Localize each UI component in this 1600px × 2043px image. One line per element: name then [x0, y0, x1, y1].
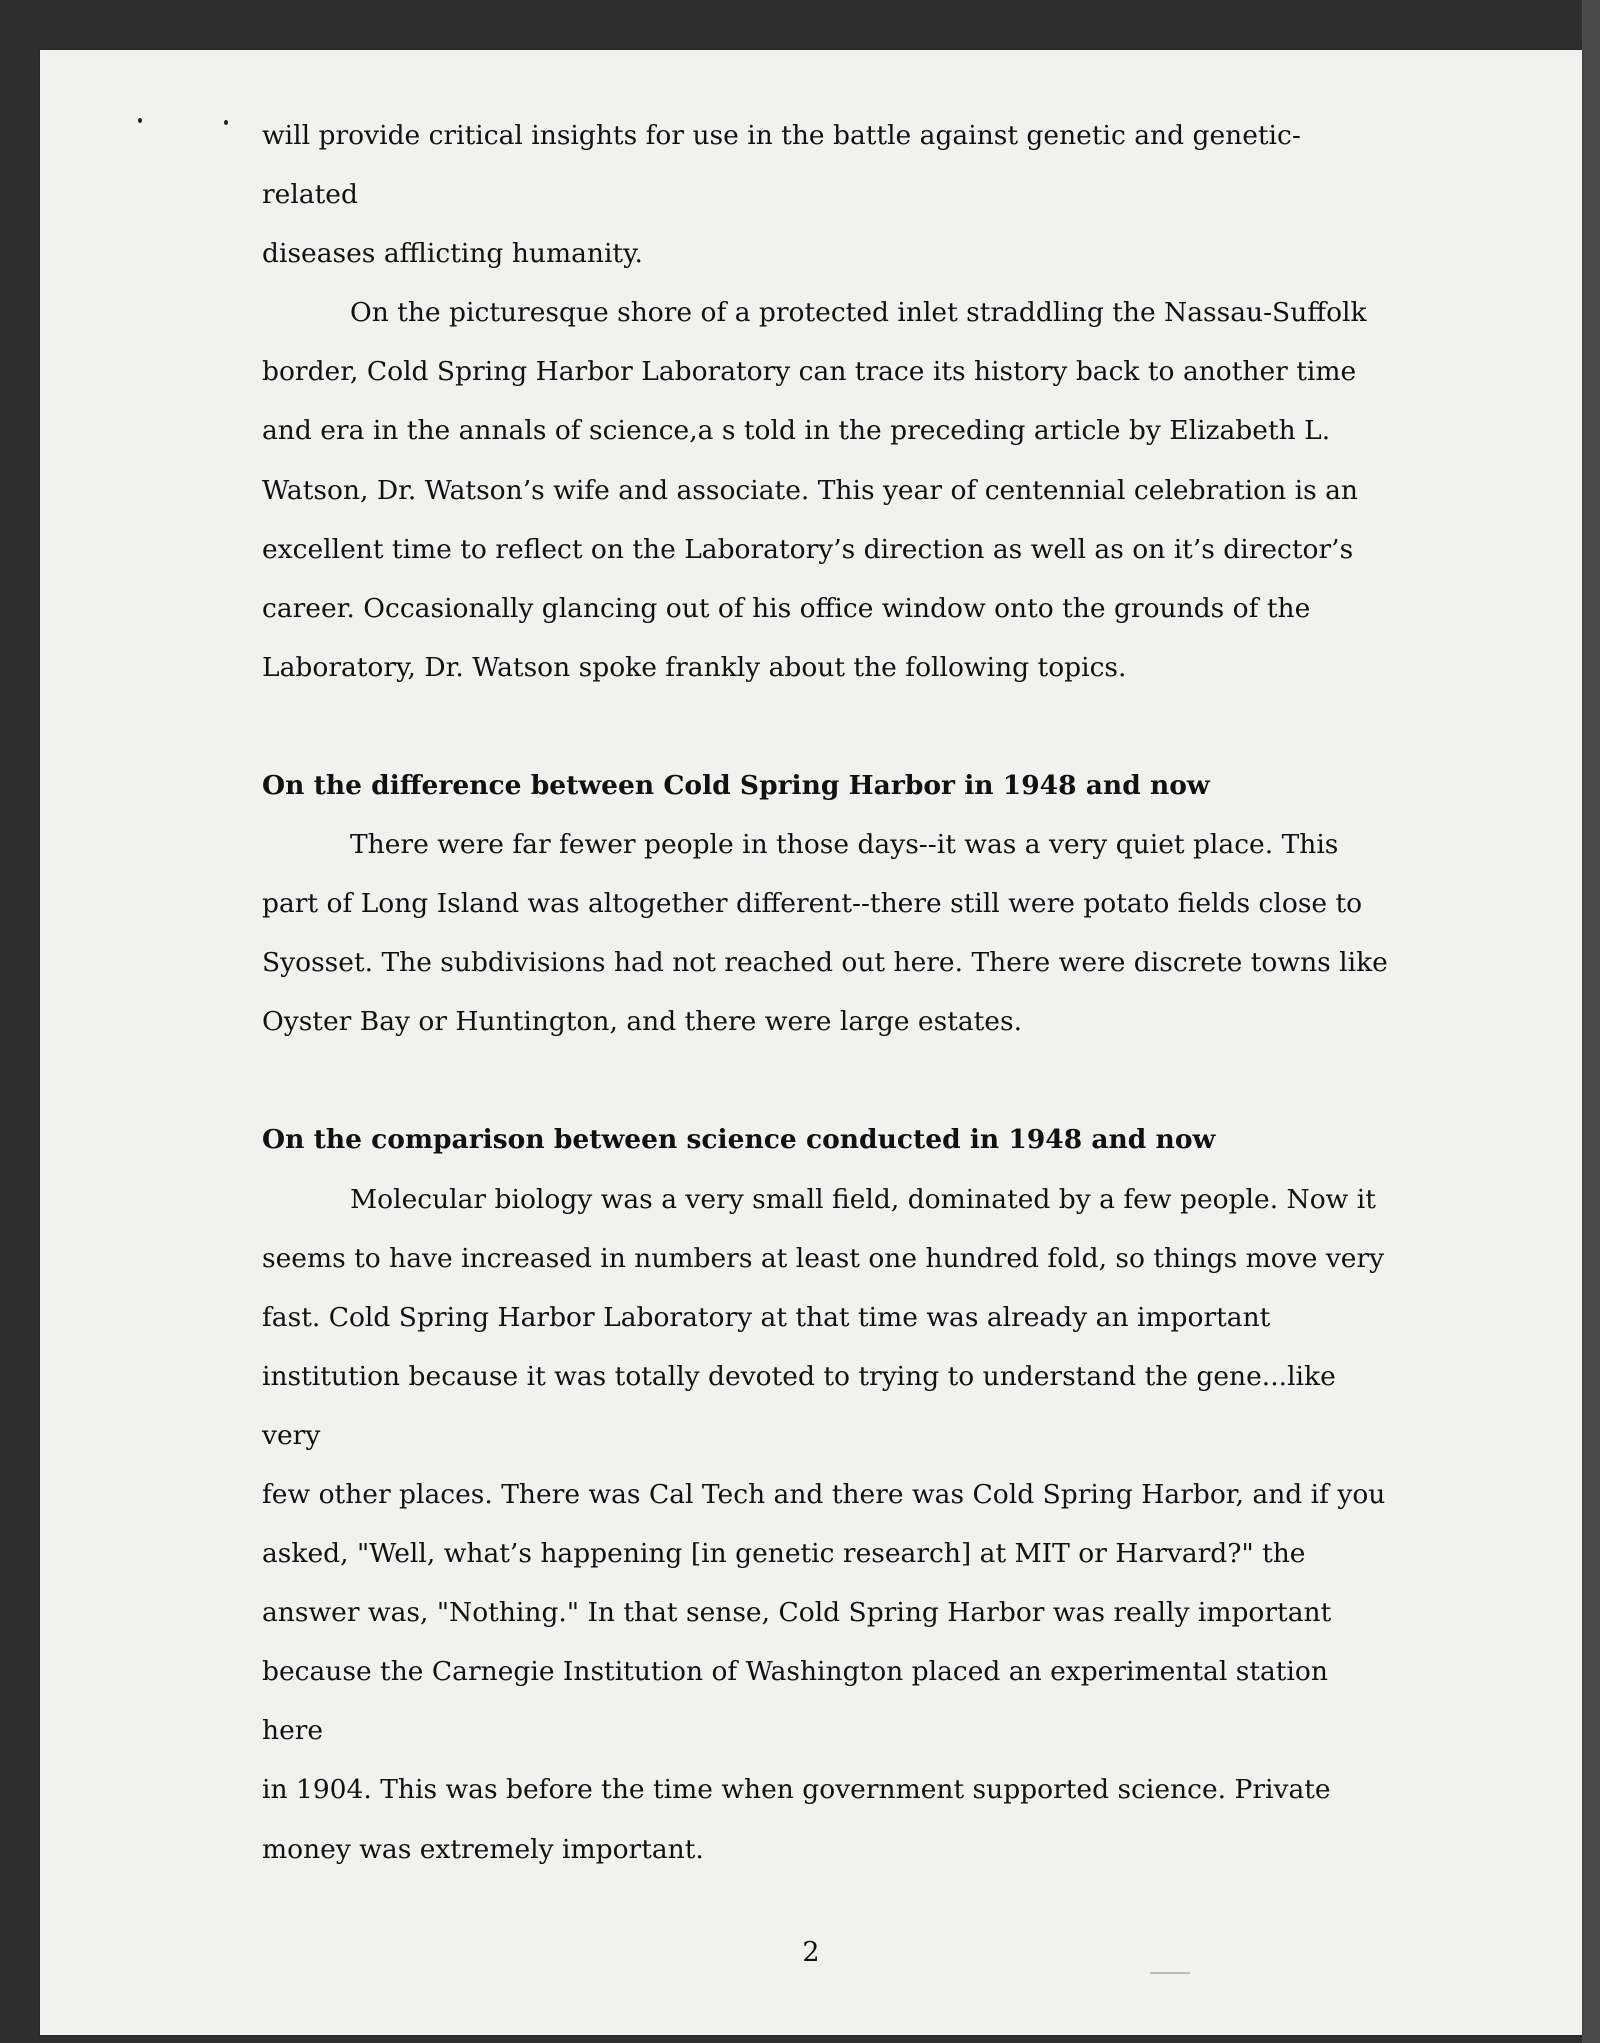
section-gap	[262, 1051, 1392, 1110]
section-heading-science-comparison: On the comparison between science conducted in 1948 and now	[262, 1124, 1216, 1156]
paragraph-intro: On the picturesque shore of a protected inlet straddling the Nassau-Suffolk border, Cold Spring Harbor Laboratory can trace its history back to another time and era in the annals of science,a s told in the preceding article by Elizabeth L. Watson, Dr. Watson’s wife and associate. This year of centennial celebration is an excellent time to reflect on the Laboratory’s direction as well as on it’s director’s career. Occasionally glancing out of his office window onto the grounds of the Laboratory, Dr. Watson spoke frankly about the following topics.	[262, 297, 1367, 683]
section-body-science-comparison: Molecular biology was a very small field, dominated by a few people. Now it seems to have increased in numbers at least one hundred fold, so things move very fast. Cold Spring Harbor Laboratory at that time was already an important institution because it was totally devoted to trying to understand the gene...like very few other places. There was Cal Tech and there was Cold Spring Harbor, and if you asked, "Well, what’s happening [in genetic research] at MIT or Harvard?" the answer was, "Nothing." In that sense, Cold Spring Harbor was really important because the Carnegie Institution of Washington placed an experimental station here in 1904. This was before the time when government supported science. Private money was extremely important.	[262, 1183, 1386, 1865]
stray-mark	[224, 120, 228, 125]
scan-smudge	[1150, 1972, 1190, 1974]
section-body-1948-difference: There were far fewer people in those days--it was a very quiet place. This part of Long Island was altogether different--there still were potato fields close to Syosset. The subdivisions had not reached out here. There were discrete towns like Oyster Bay or Huntington, and there were large estates.	[262, 829, 1388, 1038]
section-gap	[262, 697, 1392, 756]
document-page	[40, 50, 1582, 2035]
paragraph-continuation: will provide critical insights for use in the battle against genetic and genetic-related diseases afflicting humanity.	[262, 120, 1301, 270]
page-number: 2	[802, 1937, 820, 1968]
scan-edge	[1582, 0, 1600, 2043]
stray-mark	[138, 118, 142, 123]
section-heading-1948-difference: On the difference between Cold Spring Harbor in 1948 and now	[262, 769, 1210, 801]
page-body	[262, 106, 1392, 1879]
